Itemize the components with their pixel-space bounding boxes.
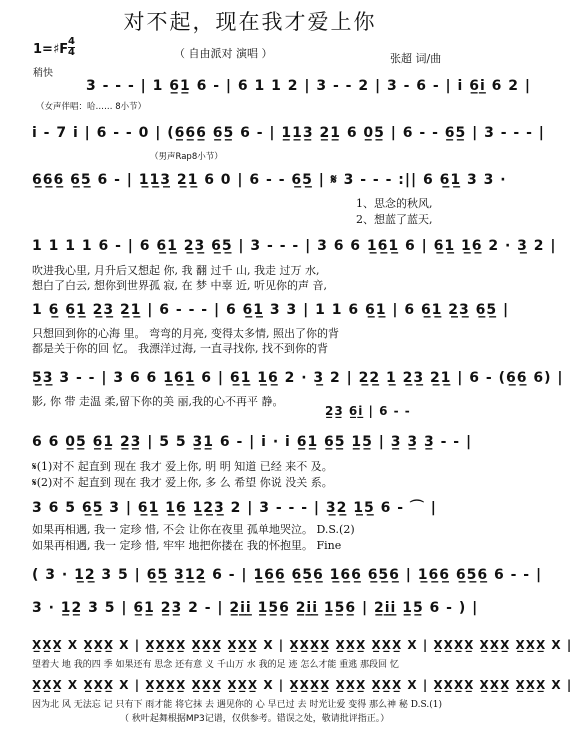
row-5-lyric-2: 都是关于你的回 忆。 我漂洋过海, 一直寻找你, 找不到你的背 [32, 342, 328, 355]
tempo-mark: 稍快 [33, 68, 53, 79]
row-7-lyric-1: 𝄋(1)对不 起直到 现在 我才 爱上你, 明 明 知道 已经 来不 及。 [32, 460, 333, 473]
time-bottom: 4 [68, 47, 75, 58]
time-top: 4 [68, 36, 75, 47]
row-4-lyric-1: 吹进我心里, 月升后又想起 你, 我 翻 过千 山, 我走 过万 水, [32, 264, 320, 277]
credits: 张超 词/曲 [390, 52, 442, 65]
score-row-3: 6̲6̲6̲ 6̲5̲ 6 - | 1̲1̲3̲ 2̲1̲ 6 0 | 6 - - 6̲5̲ | 𝄋 3 - - - :|| 6 6̲1̲ 3 3 · [32, 172, 507, 188]
row-7-lyric-2: 𝄋(2)对不 起直到 现在 我才 爱上你, 多 么 希望 你说 没关 系。 [32, 476, 333, 489]
score-row-11: X̲X̲X̲ X X̲X̲X̲ X | X̲X̲X̲X̲ X̲X̲X̲ X̲X̲X̲ X | X̲X̲X̲X̲ X̲X̲X̲ X̲X̲X̲ X | X̲X̲X̲X̲ X̲X̲X̲ X̲X̲X̲ X | [32, 638, 572, 652]
row-1-note: （女声伴唱：哈…… 8小节） [36, 102, 147, 112]
row-6-coda: 2̲3̲ 6̲i̲ | 6 - - [325, 404, 411, 418]
score-row-5: 1 6̲ 6̲1̲ 2̲3̲ 2̲1̲ | 6 - - - | 6 6̲1̲ 3 3 | 1 1 6 6̲1̲ | 6 6̲1̲ 2̲3̲ 6̲5̲ | [32, 302, 510, 318]
row-3-lyric-1: 1、思念的秋风, [356, 197, 433, 210]
performer-line: （ 自由派对 演唱 ） [174, 47, 273, 60]
page-title: 对不起，现在我才爱上你 [123, 10, 377, 34]
score-row-1: 3 - - - | 1 6̲1̲ 6 - | 6 1 1 2 | 3 - - 2 | 3 - 6 - | i 6̲i̲ 6 2 | [86, 78, 531, 94]
row-8-lyric-2: 如果再相遇, 我一 定珍 惜, 牢牢 地把你搂在 我的怀抱里。 Fine [32, 539, 342, 552]
row-12-lyric-1: 因为北 风 无法忘 记 只有下 雨才能 将它抹 去 遇见你的 心 早已过 去 时光让爱 变得 那么神 秘 D.S.(1) [32, 700, 442, 710]
score-row-10: 3 · 1̲2̲ 3 5 | 6̲1̲ 2̲3̲ 2 - | 2̲i̲i̲ 1̲5̲6̲ 2̲i̲i̲ 1̲5̲6̲ | 2̲i̲i̲ 1̲5̲ 6 - ) | [32, 600, 479, 616]
score-row-9: ( 3 · 1̲2̲ 3 5 | 6̲5̲ 3̲1̲2̲ 6 - | 1̲6̲6̲ 6̲5̲6̲ 1̲6̲6̲ 6̲5̲6̲ | 1̲6̲6̲ 6̲5̲6̲ 6 - - | [32, 567, 543, 583]
footer-note: （ 秋叶起舞根据MP3记谱，仅供参考。错误之处，敬请批评指正。） [120, 714, 390, 724]
score-row-4: 1 1 1 1 6 - | 6 6̲1̲ 2̲3̲ 6̲5̲ | 3 - - - | 3 6 6 1̲6̲1̲ 6 | 6̲1̲ 1̲6̲ 2 · 3̲ 2 | [32, 238, 557, 254]
score-row-7: 6 6 0̲5̲ 6̲1̲ 2̲3̲ | 5 5 3̲1̲ 6 - | i · i 6̲1̲ 6̲5̲ 1̲5̲ | 3̲ 3̲ 3̲ - - | [32, 434, 473, 450]
score-row-12: X̲X̲X̲ X X̲X̲X̲ X | X̲X̲X̲X̲ X̲X̲X̲ X̲X̲X̲ X | X̲X̲X̲X̲ X̲X̲X̲ X̲X̲X̲ X | X̲X̲X̲X̲ X̲X̲X̲ X̲X̲X̲ X | [32, 678, 572, 692]
key-signature: 1=♯F [33, 42, 69, 57]
time-signature [68, 37, 75, 58]
row-5-lyric-1: 只想回到你的心海 里。 弯弯的月亮, 变得太多情, 照出了你的背 [32, 327, 339, 340]
row-8-lyric-1: 如果再相遇, 我一 定珍 惜, 不会 让你在夜里 孤单地哭泣。 D.S.(2) [32, 523, 355, 536]
row-11-lyric-1: 望着大 地 我的四 季 如果还有 思念 还有意 义 千山万 水 我的足 迹 怎么才能 重逃 那段回 忆 [32, 660, 399, 670]
row-3-lyric-2: 2、想蓝了蓝天, [356, 213, 433, 226]
score-row-6: 5̲3̲ 3 - - | 3 6 6 1̲6̲1̲ 6 | 6̲1̲ 1̲6̲ 2 · 3̲ 2 | 2̲2̲ 1̲ 2̲3̲ 2̲1̲ | 6 - (6̲6̲ 6) | [32, 370, 564, 386]
row-4-lyric-2: 想白了白云, 想你到世界孤 寂, 在 梦 中辜 近, 听见你的声 音, [32, 279, 327, 292]
score-row-8: 3 6 5 6̲5̲ 3 | 6̲1̲ 1̲6̲ 1̲2̲3̲ 2 | 3 - - - | 3̲2̲ 1̲5̲ 6 - ⌒ | [32, 500, 437, 516]
row-2-note: （男声Rap8小节） [150, 152, 223, 162]
row-6-lyric-1: 影, 你 带 走温 柔,留下你的美 丽,我的心不再平 静。 [32, 395, 284, 408]
score-row-2: i - 7 i | 6 - - 0 | (6̲6̲6̲ 6̲5̲ 6 - | 1̲1̲3̲ 2̲1̲ 6 0̲5̲ | 6 - - 6̲5̲ | 3 - - - | [32, 125, 545, 141]
